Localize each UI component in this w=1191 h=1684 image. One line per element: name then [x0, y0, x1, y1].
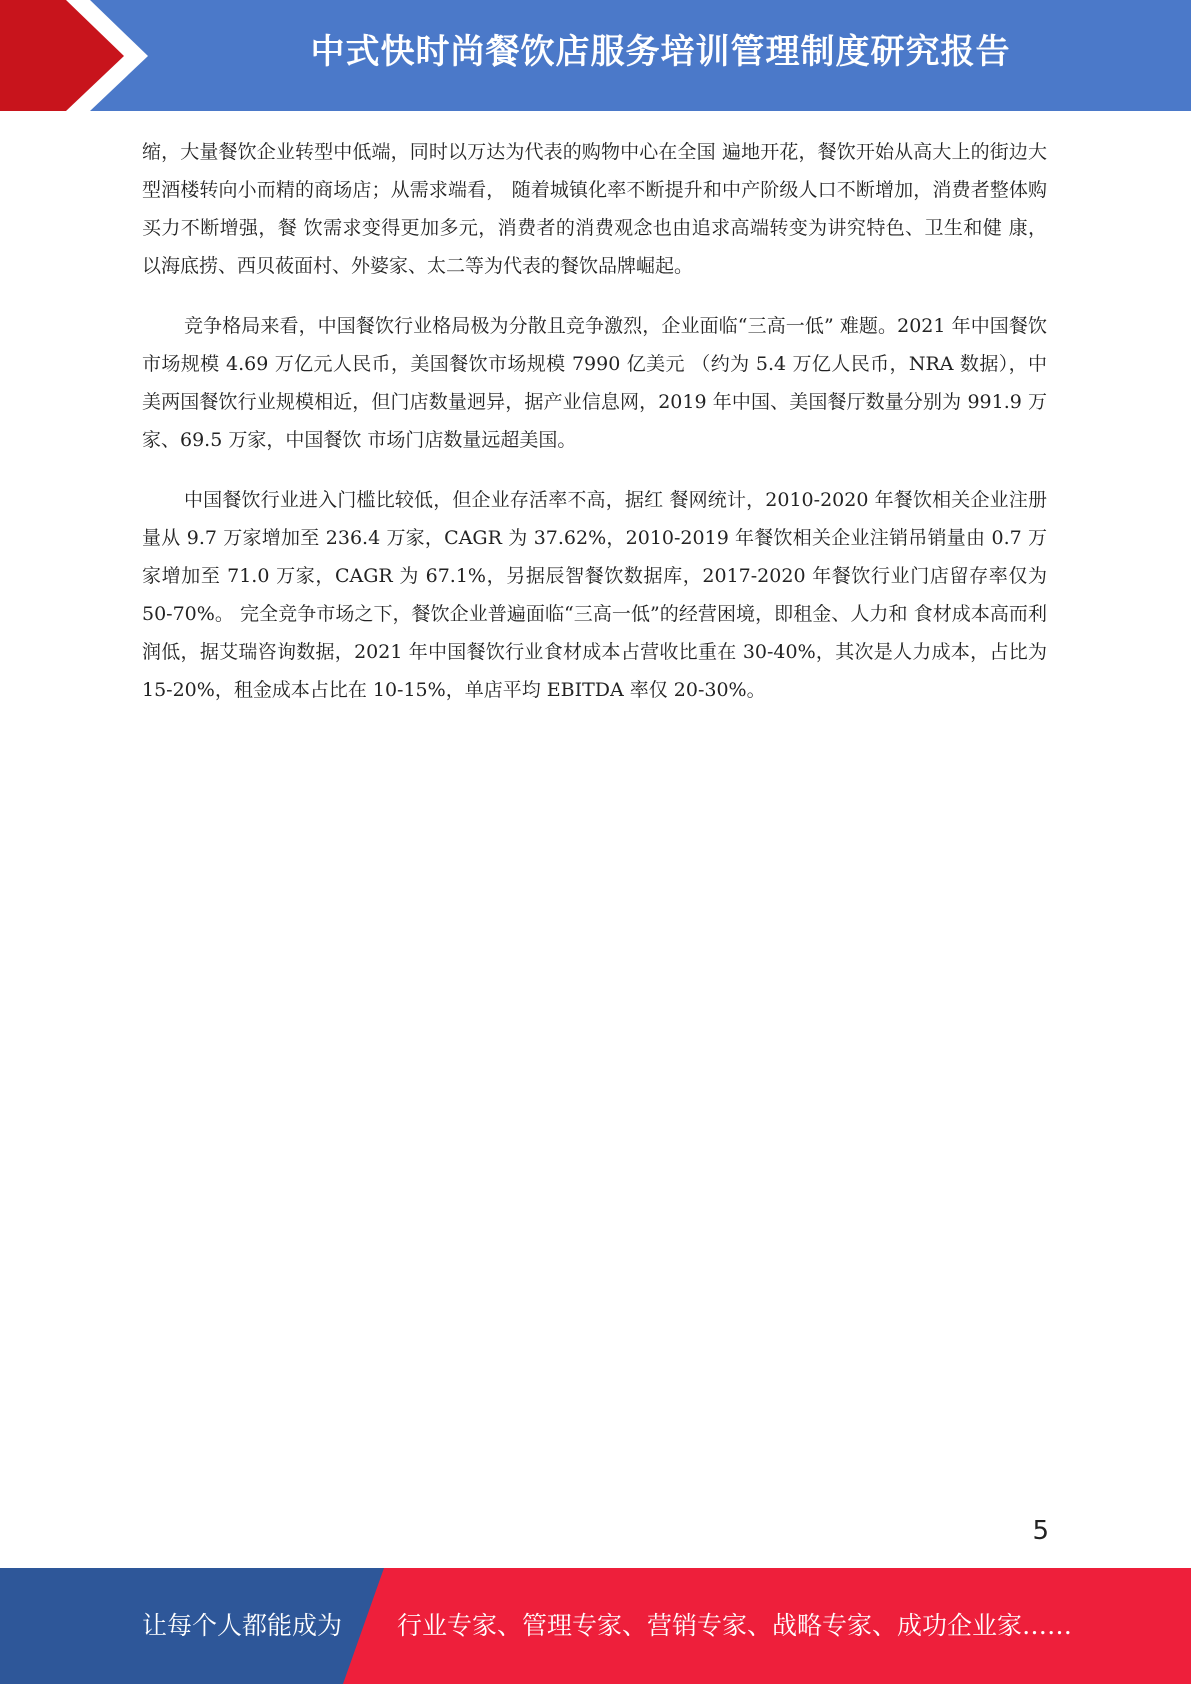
document-body: [142, 133, 1047, 731]
document-title: 中式快时尚餐饮店服务培训管理制度研究报告: [310, 32, 1011, 72]
paragraph-3: 中国餐饮行业进入门槛比较低，但企业存活率不高，据红 餐网统计，2010-2020 年餐饮相关企业注册量从 9.7 万家增加至 236.4 万家，CAGR 为 37.62%，2010-2019 年餐饮相关企业注销吊销量由 0.7 万家增加至 71.0 万家，CAGR 为 67.1%，另据辰智餐饮数据库，2017-2020 年餐饮行业门店留存率仅为 50-70%。 完全竞争市场之下，餐饮企业普遍面临“三高一低”的经营困境，即租金、人力和 食材成本高而利润低，据艾瑞咨询数据，2021 年中国餐饮行业食材成本占营收比重在 30-40%，其次是人力成本，占比为 15-20%，租金成本占比在 10-15%，单店平均 EBITDA 率仅 20-30%。: [142, 489, 1047, 701]
header-chevron-graphic: [0, 0, 160, 111]
paragraph-1: 缩，大量餐饮企业转型中低端，同时以万达为代表的购物中心在全国 遍地开花，餐饮开始从高大上的街边大型酒楼转向小而精的商场店；从需求端看， 随着城镇化率不断提升和中产阶级人口不断增加，消费者整体购买力不断增强，餐 饮需求变得更加多元，消费者的消费观念也由追求高端转变为讲究特色、卫生和健 康，以海底捞、西贝莜面村、外婆家、太二等为代表的餐饮品牌崛起。: [142, 141, 1047, 277]
page-number: 5: [1032, 1516, 1049, 1546]
footer-slogan-left: 让每个人都能成为: [142, 1611, 343, 1640]
footer-slogan-right: 行业专家、管理专家、营销专家、战略专家、成功企业家……: [397, 1611, 1073, 1640]
paragraph-2: 竞争格局来看，中国餐饮行业格局极为分散且竞争激烈，企业面临“三高一低” 难题。2021 年中国餐饮市场规模 4.69 万亿元人民币，美国餐饮市场规模 7990 亿美元 （约为 5.4 万亿人民币，NRA 数据），中美两国餐饮行业规模相近，但门店数量迥异，据产业信息网，2019 年中国、美国餐厅数量分别为 991.9 万家、69.5 万家，中国餐饮 市场门店数量远超美国。: [142, 315, 1047, 451]
page-footer: [0, 1568, 1191, 1684]
page-header: [0, 0, 1191, 111]
